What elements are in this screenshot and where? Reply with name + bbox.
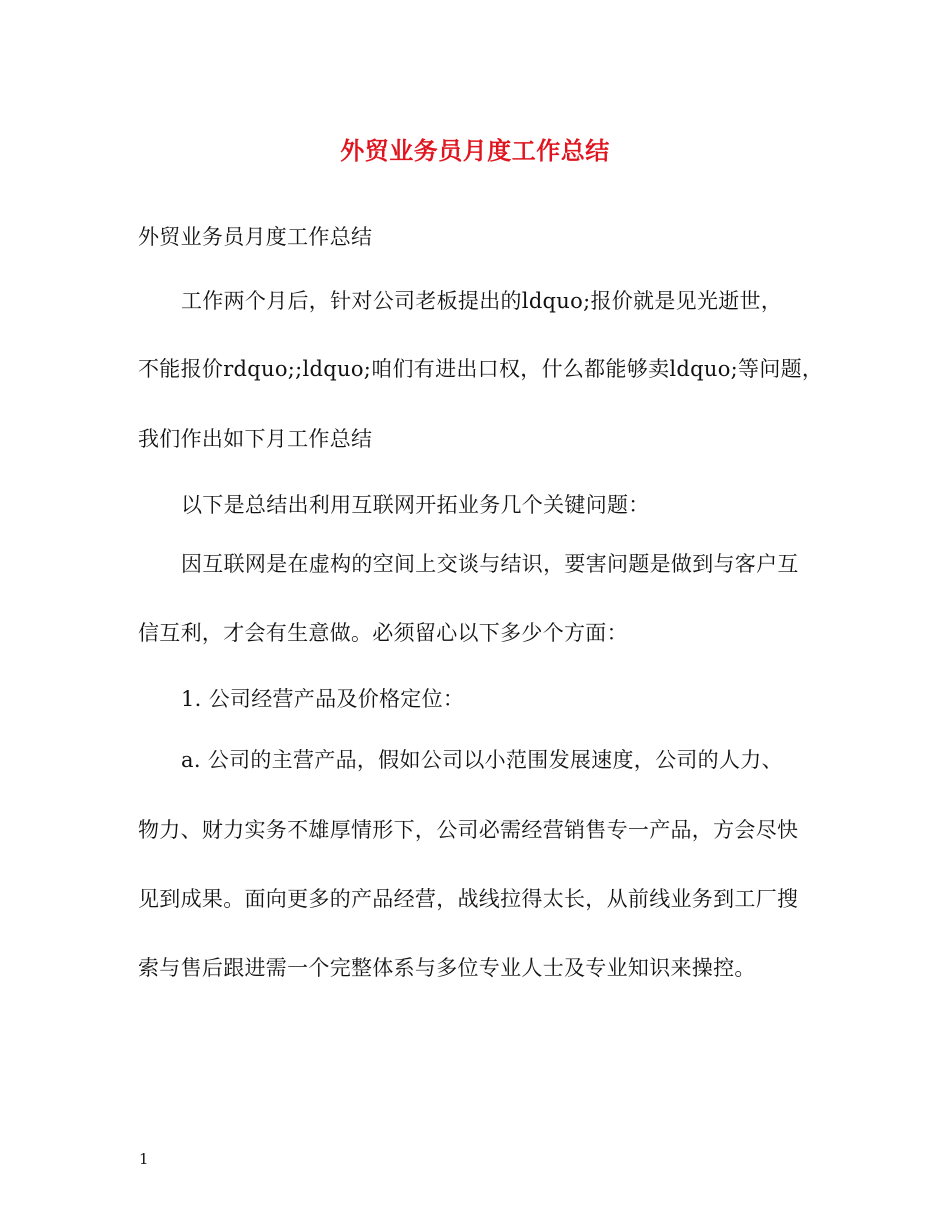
body-line: 1. 公司经营产品及价格定位： (181, 687, 465, 711)
body-line: 因互联网是在虚构的空间上交谈与结识，要害问题是做到与客户互 (181, 552, 799, 576)
body-line: 索与售后跟进需一个完整体系与多位专业人士及专业知识来操控。 (138, 956, 756, 980)
body-line: 外贸业务员月度工作总结 (138, 225, 373, 249)
body-line: 信互利，才会有生意做。必须留心以下多少个方面： (138, 621, 628, 645)
page-number: 1 (139, 1150, 149, 1168)
body-line: 不能报价rdquo;;ldquo;咱们有进出口权，什么都能够卖ldquo;等问题， (138, 357, 824, 381)
body-line: 以下是总结出利用互联网开拓业务几个关键问题： (181, 493, 650, 517)
body-line: a. 公司的主营产品，假如公司以小范围发展速度，公司的人力、 (181, 748, 783, 772)
body-line: 我们作出如下月工作总结 (138, 427, 373, 451)
document-title: 外贸业务员月度工作总结 (340, 136, 610, 165)
body-line: 物力、财力实务不雄厚情形下，公司必需经营销售专一产品，方会尽快 (138, 818, 799, 842)
body-line: 工作两个月后，针对公司老板提出的ldquo;报价就是见光逝世， (181, 289, 783, 313)
body-line: 见到成果。面向更多的产品经营，战线拉得太长，从前线业务到工厂搜 (138, 887, 799, 911)
